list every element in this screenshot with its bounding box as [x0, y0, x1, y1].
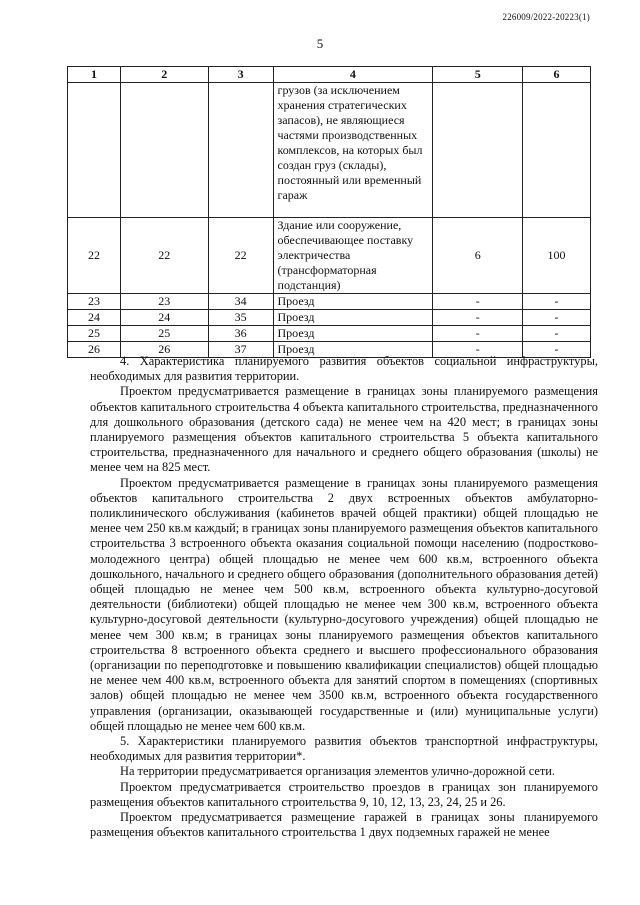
paragraph: Проектом предусматривается строительство проездов в границах зон планируемого размещения объектов капитального строительства 9, 10, 12, 13, 23, 24, 25 и 26.: [90, 779, 598, 809]
table-cell: [208, 83, 273, 218]
page-number: 5: [316, 36, 324, 51]
paragraph: Проектом предусматривается размещение гаражей в границах зоны планируемого размещения объектов капитального строительства 1 двух подземных гаражей не менее: [90, 810, 598, 840]
table-cell: -: [433, 294, 523, 310]
column-header: 1: [68, 67, 121, 83]
table-cell: 25: [68, 326, 121, 342]
table-cell: Проезд: [273, 310, 433, 326]
table-cell: 100: [523, 218, 591, 294]
table-cell: 36: [208, 326, 273, 342]
paragraph: Проектом предусматривается размещение в границах зоны планируемого размещения объектов капитального строительства 4 объекта капитального строительства, предназначенного для дошкольного образования (детского сада) не менее чем на 420 мест; в границах зоны планируемого размещения объектов капитального строительства 5 объекта капитального строительства, предназначенного для начального и среднего общего образования (школы) не менее чем на 825 мест.: [90, 384, 598, 475]
table-cell: 23: [120, 294, 208, 310]
table-cell: [523, 83, 591, 218]
table-cell: Здание или сооружение, обеспечивающее поставку электричества (трансформаторная подстанция): [273, 218, 433, 294]
table-row: [68, 310, 591, 326]
column-header: 2: [120, 67, 208, 83]
table-cell: 34: [208, 294, 273, 310]
table-cell: грузов (за исключением хранения стратегических запасов), не являющиеся частями производственных комплексов, на которых был создан груз (склады), постоянный или временный гараж: [273, 83, 433, 218]
table-cell: -: [433, 326, 523, 342]
table-cell: 26: [120, 342, 208, 358]
table-cell: -: [523, 310, 591, 326]
table-cell: [433, 83, 523, 218]
section-4-heading: 4. Характеристика планируемого развития объектов социальной инфраструктуры, необходимых для развития территории.: [90, 354, 598, 384]
column-header: 3: [208, 67, 273, 83]
table-cell: -: [433, 342, 523, 358]
document-number: 226009/2022-20223(1): [502, 12, 590, 22]
column-header: 4: [273, 67, 433, 83]
table-cell: 37: [208, 342, 273, 358]
column-header: 5: [433, 67, 523, 83]
column-header: 6: [523, 67, 591, 83]
section-5-heading: 5. Характеристики планируемого развития объектов транспортной инфраструктуры, необходимых для развития территории*.: [90, 734, 598, 764]
table-row: [68, 294, 591, 310]
table-cell: 24: [120, 310, 208, 326]
table-cell: Проезд: [273, 342, 433, 358]
table-cell: 26: [68, 342, 121, 358]
table-cell: 22: [120, 218, 208, 294]
table-cell: -: [523, 294, 591, 310]
document-body: [90, 354, 598, 841]
table-row-continued: [68, 83, 591, 218]
table-row: [68, 218, 591, 294]
paragraph: На территории предусматривается организация элементов улично-дорожной сети.: [120, 764, 555, 779]
table-cell: -: [433, 310, 523, 326]
table-cell: Проезд: [273, 294, 433, 310]
table-cell: 24: [68, 310, 121, 326]
table-cell: 22: [68, 218, 121, 294]
table-cell: Проезд: [273, 326, 433, 342]
table-cell: 6: [433, 218, 523, 294]
table-cell: -: [523, 342, 591, 358]
table-cell: 35: [208, 310, 273, 326]
paragraph: Проектом предусматривается размещение в границах зоны планируемого размещения объектов капитального строительства 2 двух встроенных объектов амбулаторно-поликлинического обслуживания (кабинетов врачей общей практики) общей площадью не менее чем 250 кв.м каждый; в границах зоны планируемого размещения объектов капитального строительства 3 встроенного объекта оказания социальной помощи населению (подростково-молодежного центра) общей площадью не менее чем 600 кв.м, встроенного объекта дошкольного, начального и среднего общего образования (дополнительного образования детей) общей площадью не менее чем 500 кв.м, встроенного объекта культурно-досуговой деятельности (библиотеки) общей площадью не менее чем 300 кв.м, встроенного объекта культурно-досуговой деятельности (культурно-досугового учреждения) общей площадью не менее чем 300 кв.м; в границах зоны планируемого размещения объектов капитального строительства 8 встроенного объекта среднего и высшего профессионального образования (организации по переподготовке и повышению квалификации специалистов) общей площадью не менее чем 400 кв.м, встроенного объекта для занятий спортом в помещениях (спортивных залов) общей площадью не менее чем 3500 кв.м, встроенного объекта государственного управления (организации, оказывающей государственные и (или) муниципальные услуги) общей площадью не менее чем 600 кв.м.: [90, 475, 598, 733]
table-cell: -: [523, 326, 591, 342]
objects-table: [67, 66, 591, 358]
table-cell: 23: [68, 294, 121, 310]
table-row: [68, 326, 591, 342]
table-cell: 22: [208, 218, 273, 294]
table-cell: [68, 83, 121, 218]
table-cell: [120, 83, 208, 218]
table-header-row: [68, 67, 591, 83]
table-cell: 25: [120, 326, 208, 342]
